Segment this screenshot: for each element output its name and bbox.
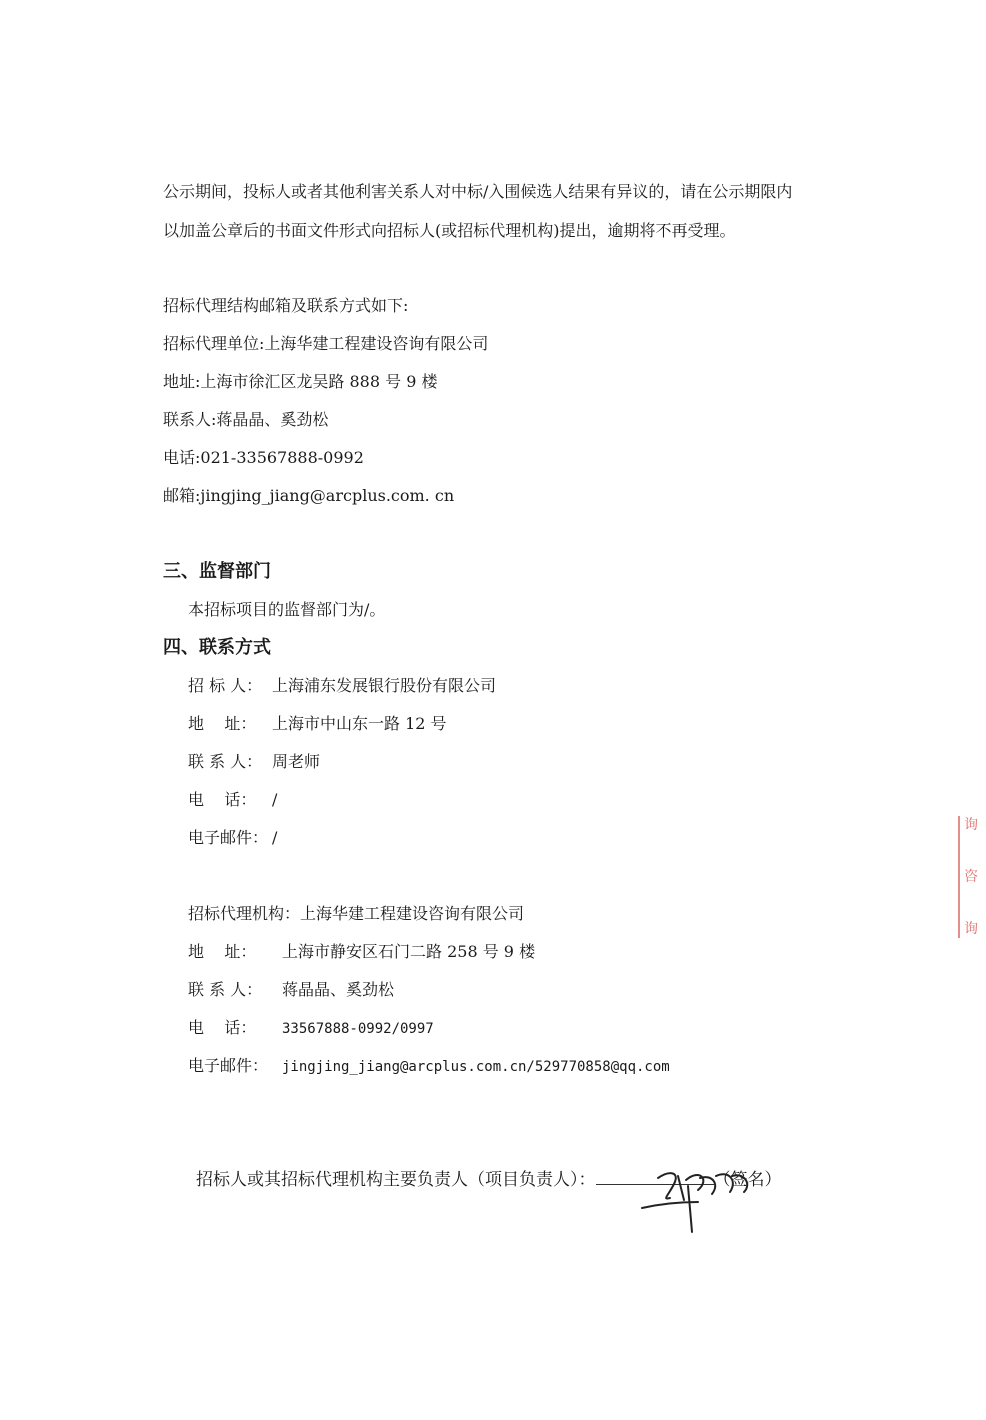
agent-contact-person: 联系人:蒋晶晶、奚劲松: [163, 410, 329, 429]
tenderer-address-label: 地 址：: [188, 714, 257, 733]
tenderer-email-row: [188, 828, 277, 848]
red-seal-fragment: [958, 816, 986, 938]
tenderer-name-row: [188, 676, 496, 696]
agency-contact-label: 联 系 人：: [188, 980, 263, 999]
tenderer-phone: /: [272, 790, 278, 809]
agency-address-row: [188, 942, 535, 962]
seal-char-2: 咨: [964, 869, 978, 885]
agency-name-row: [188, 904, 524, 924]
seal-char-3: 询: [964, 921, 978, 937]
agency-address-label: 地 址：: [188, 942, 257, 961]
agency-address: 上海市静安区石门二路 258 号 9 楼: [282, 942, 536, 961]
agent-contact-unit: 招标代理单位:上海华建工程建设咨询有限公司: [163, 334, 489, 353]
tenderer-email: /: [272, 828, 278, 847]
agency-phone: 33567888-0992/0997: [282, 1021, 434, 1037]
agency-name: 上海华建工程建设咨询有限公司: [300, 904, 525, 923]
agent-contact-address: 地址:上海市徐汇区龙吴路 888 号 9 楼: [163, 372, 438, 391]
agency-phone-row: [188, 1018, 434, 1039]
tenderer-name-label: 招 标 人：: [188, 676, 263, 695]
tenderer-address: 上海市中山东一路 12 号: [272, 714, 447, 733]
agency-email: jingjing_jiang@arcplus.com.cn/529770858@qq.com: [282, 1059, 670, 1075]
tenderer-email-label: 电子邮件：: [188, 828, 269, 847]
signature-suffix: （签名）: [713, 1170, 782, 1190]
seal-char-1: 询: [964, 817, 978, 833]
tenderer-contact: 周老师: [272, 752, 321, 771]
tenderer-contact-label: 联 系 人：: [188, 752, 263, 771]
tenderer-contact-row: [188, 752, 320, 772]
agency-contact-row: [188, 980, 394, 1000]
handwritten-signature: [640, 1150, 770, 1235]
section3-text: 本招标项目的监督部门为/。: [188, 600, 386, 619]
tenderer-phone-label: 电 话：: [188, 790, 257, 809]
agent-contact-email: 邮箱:jingjing_jiang@arcplus.com. cn: [163, 486, 455, 505]
agency-phone-label: 电 话：: [188, 1018, 257, 1037]
signature-prefix: 招标人或其招标代理机构主要负责人（项目负责人）：: [196, 1170, 596, 1190]
tenderer-phone-row: [188, 790, 277, 810]
section4-title: 四、联系方式: [163, 637, 271, 658]
agent-contact-phone: 电话:021-33567888-0992: [163, 448, 364, 467]
agency-name-label: 招标代理机构：: [188, 904, 301, 923]
section3-title: 三、监督部门: [163, 561, 271, 582]
agency-email-label: 电子邮件：: [188, 1056, 269, 1075]
tenderer-address-row: [188, 714, 447, 734]
intro-line-2: 以加盖公章后的书面文件形式向招标人(或招标代理机构)提出，逾期将不再受理。: [163, 221, 736, 240]
agency-contact: 蒋晶晶、奚劲松: [282, 980, 395, 999]
agent-contact-heading: 招标代理结构邮箱及联系方式如下:: [163, 296, 409, 315]
agency-email-row: [188, 1056, 670, 1077]
intro-line-1: 公示期间，投标人或者其他利害关系人对中标/入围候选人结果有异议的，请在公示期限内: [163, 182, 793, 201]
tenderer-name: 上海浦东发展银行股份有限公司: [272, 676, 497, 695]
